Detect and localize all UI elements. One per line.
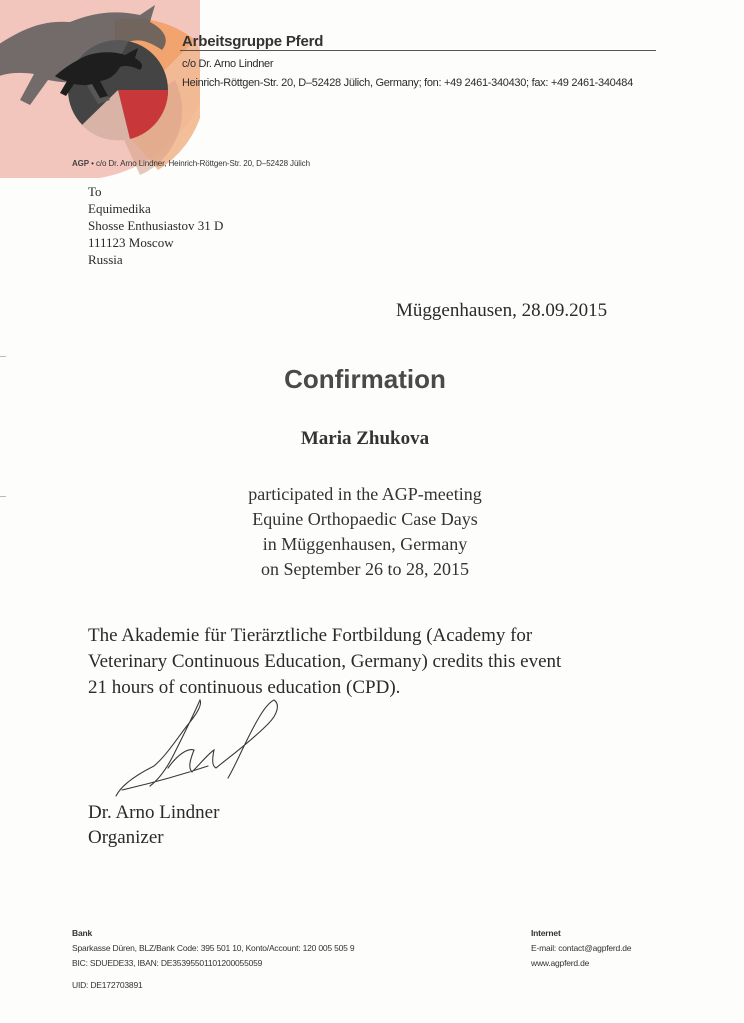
sender-line xyxy=(72,159,310,168)
recipient-company: Equimedika xyxy=(88,201,151,216)
signatory-name: Dr. Arno Lindner xyxy=(88,802,220,823)
signature-icon xyxy=(108,694,290,804)
internet-details xyxy=(531,928,631,971)
sender-address: • c/o Dr. Arno Lindner, Heinrich-Röttgen-Str. 20, D–52428 Jülich xyxy=(89,159,310,168)
event-description xyxy=(0,482,730,582)
recipient-city: 111123 Moscow xyxy=(88,235,174,250)
participant-name: Maria Zhukova xyxy=(300,428,430,449)
signatory-block xyxy=(88,800,219,850)
signatory-role: Organizer xyxy=(88,827,164,848)
header-rule xyxy=(180,50,656,51)
event-line: participated in the AGP-meeting xyxy=(248,484,482,504)
fold-mark xyxy=(0,356,6,357)
credits-line: Veterinary Continuous Education, Germany) credits this event xyxy=(88,651,562,672)
internet-heading: Internet xyxy=(531,928,561,938)
recipient-to: To xyxy=(88,184,102,199)
page-title: Confirmation xyxy=(284,364,446,394)
event-line: in Müggenhausen, Germany xyxy=(262,534,468,554)
uid-line: UID: DE172703891 xyxy=(72,980,143,990)
credits-line: The Akademie für Tierärztliche Fortbildung (Academy for xyxy=(88,625,533,646)
credits-line: 21 hours of continuous education (CPD). xyxy=(88,677,401,698)
event-line: on September 26 to 28, 2015 xyxy=(261,559,469,579)
recipient-address xyxy=(88,183,223,268)
bank-heading: Bank xyxy=(72,928,92,938)
bank-line: BIC: SDUEDE33, IBAN: DE35395501101200055059 xyxy=(72,958,263,968)
horse-logo-icon xyxy=(0,0,200,180)
date-line: Müggenhausen, 28.09.2015 xyxy=(396,300,608,321)
sender-abbr: AGP xyxy=(72,159,90,168)
contact-line: Heinrich-Röttgen-Str. 20, D–52428 Jülich, Germany; fon: +49 2461-340430; fax: +49 2461-340484 xyxy=(182,77,633,89)
credits-statement xyxy=(88,623,561,701)
bank-line: Sparkasse Düren, BLZ/Bank Code: 395 501 10, Konto/Account: 120 005 505 9 xyxy=(72,943,355,953)
org-name: Arbeitsgruppe Pferd xyxy=(182,33,324,50)
email-link[interactable]: E-mail: contact@agpferd.de xyxy=(531,943,632,953)
web-link[interactable]: www.agpferd.de xyxy=(531,958,590,968)
recipient-country: Russia xyxy=(88,252,123,267)
fold-mark xyxy=(0,496,6,497)
event-line: Equine Orthopaedic Case Days xyxy=(252,509,478,529)
bank-details xyxy=(72,928,354,993)
care-of-line: c/o Dr. Arno Lindner xyxy=(182,58,274,70)
recipient-street: Shosse Enthusiastov 31 D xyxy=(88,218,224,233)
